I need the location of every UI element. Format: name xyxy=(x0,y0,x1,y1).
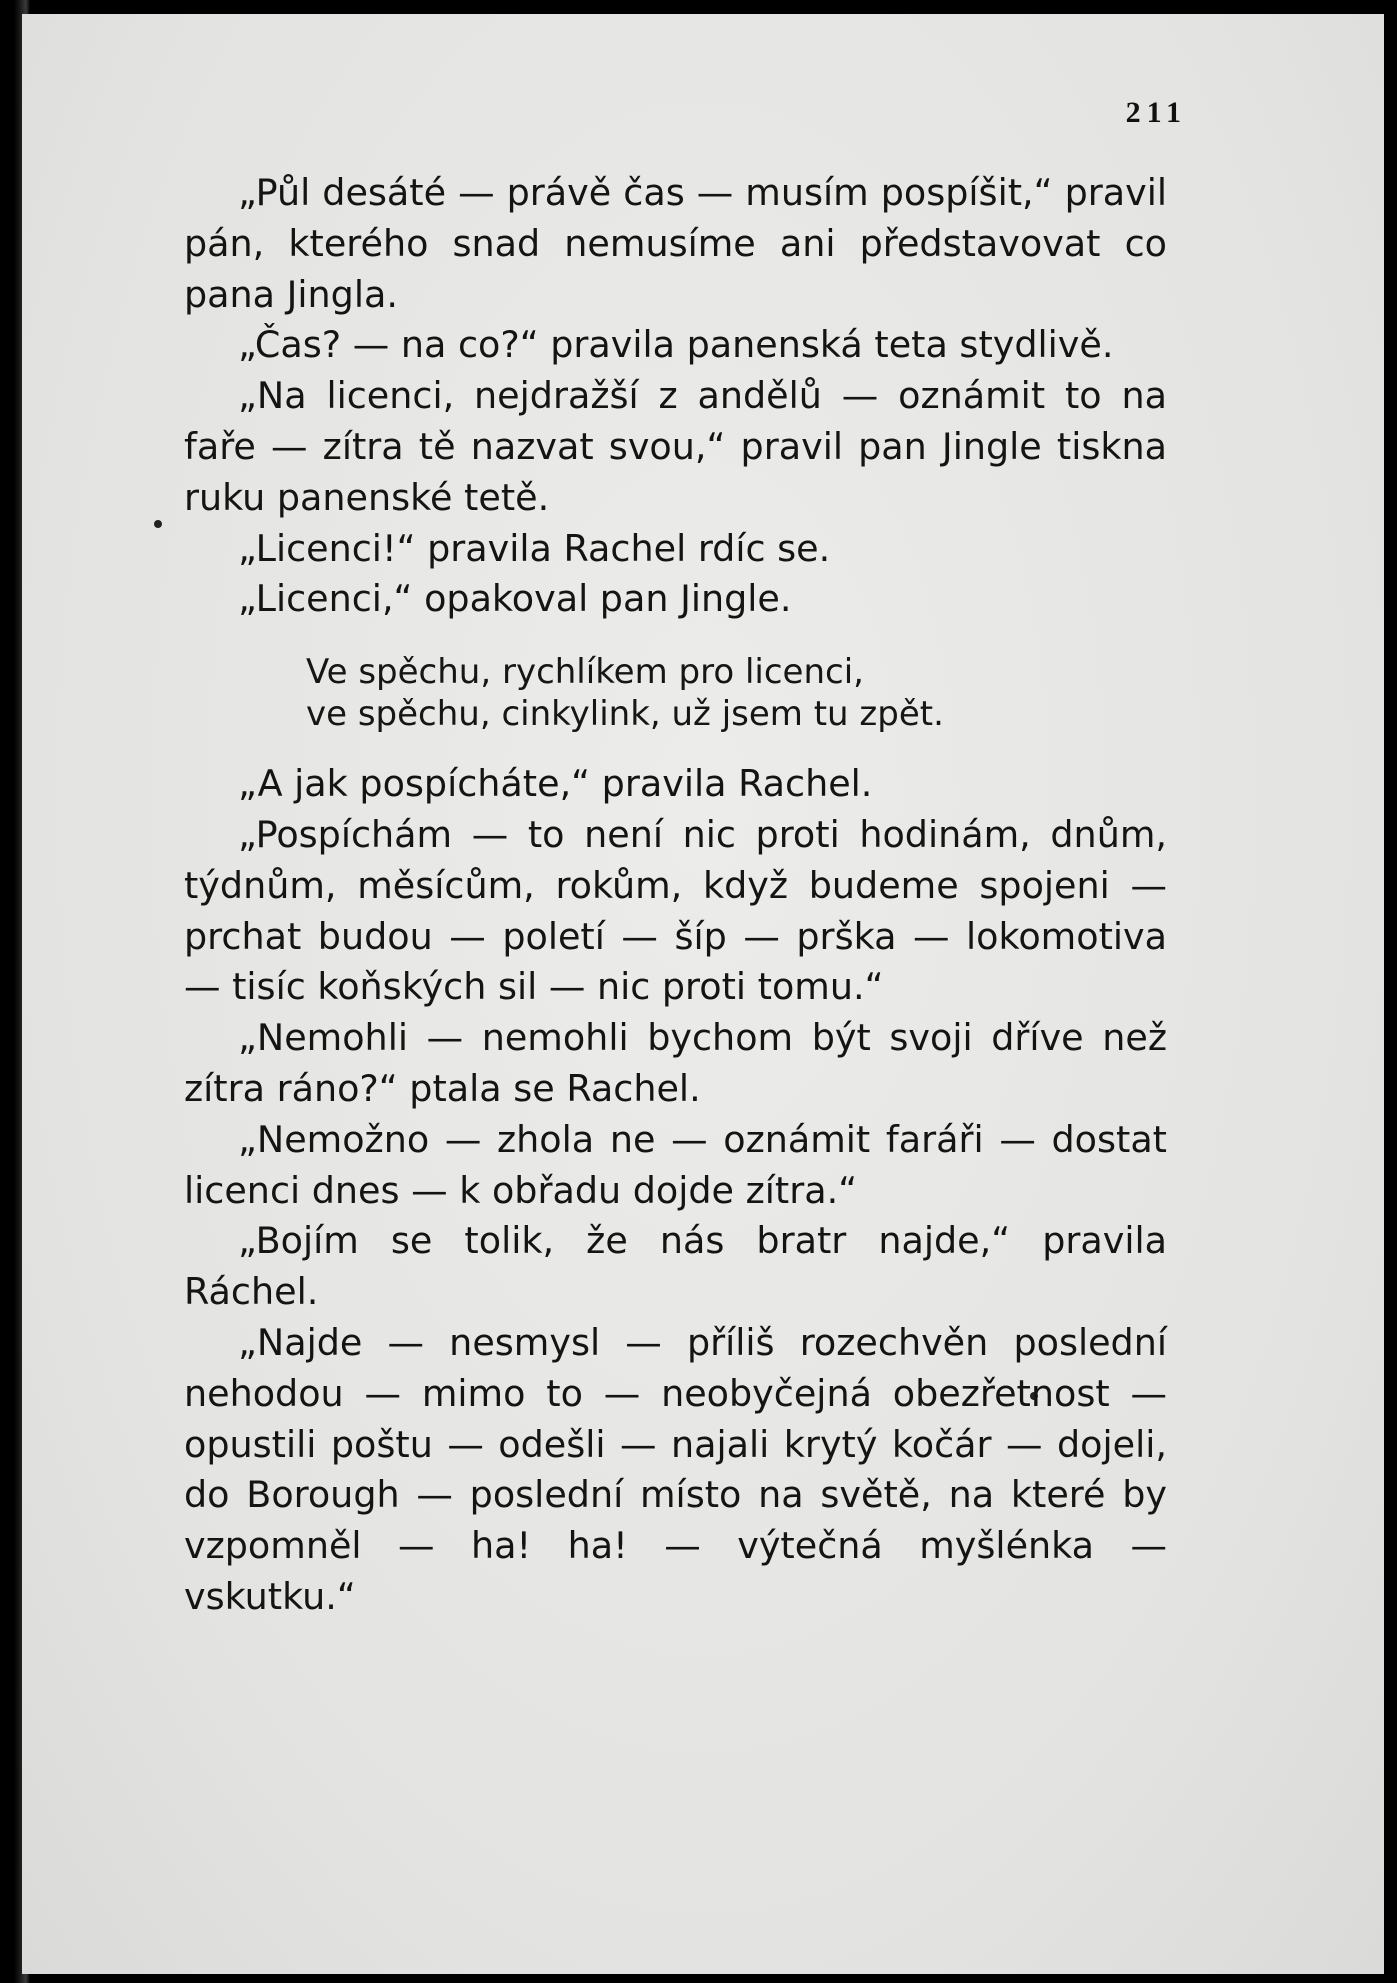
paragraph: „Licenci!“ pravila Rachel rdíc se. xyxy=(238,526,831,570)
paragraph: „Nemožno — zhola ne — oznámit faráři — dostat licenci dnes — k obřadu dojde zítra.“ xyxy=(184,1117,1167,1212)
paragraph: „A jak pospícháte,“ pravila Rachel. xyxy=(238,762,873,806)
paragraph: „Půl desáté — právě čas — musím pospíšit,“ pravil pán, kterého snad nemusíme ani představovat co pana Jingla. xyxy=(184,171,1167,316)
paragraph: „Najde — nesmysl — příliš rozechvěn poslední nehodou — mimo to — neobyčejná obezřetnost — opustili poštu — odešli — najali krytý kočár — dojeli, do Borough — poslední místo na světě, na které by vzpomněl — ha! ha! — výtečná myšlénka — vskutku.“ xyxy=(184,1320,1167,1618)
verse-line: ve spěchu, cinkylink, už jsem tu zpět. xyxy=(306,694,944,735)
verse-quote xyxy=(306,651,1167,735)
verse-line: Ve spěchu, rychlíkem pro licenci, xyxy=(306,652,864,693)
paragraph: „Nemohli — nemohli bychom být svoji dříve než zítra ráno?“ ptala se Rachel. xyxy=(184,1016,1167,1110)
paragraph: „Čas? — na co?“ pravila panenská teta stydlivě. xyxy=(238,323,1114,367)
paragraph: „Bojím se tolik, že nás bratr najde,“ pravila Ráchel. xyxy=(184,1219,1167,1314)
paragraph: „Licenci,“ opakoval pan Jingle. xyxy=(238,577,792,621)
paragraph: „Pospíchám — to není nic proti hodinám, dnům, týdnům, měsícům, rokům, když budeme spojeni — prchat budou — poletí — šíp — prška — lokomotiva — tisíc koňských sil — nic proti tomu.“ xyxy=(184,812,1167,1009)
page-number: 211 xyxy=(1125,96,1187,129)
ink-speck xyxy=(154,520,162,528)
body-text xyxy=(184,168,1167,1623)
paragraph: „Na licenci, nejdražší z andělů — oznámit to na faře — zítra tě nazvat svou,“ pravil pan Jingle tiskna ruku panenské tetě. xyxy=(184,374,1167,519)
